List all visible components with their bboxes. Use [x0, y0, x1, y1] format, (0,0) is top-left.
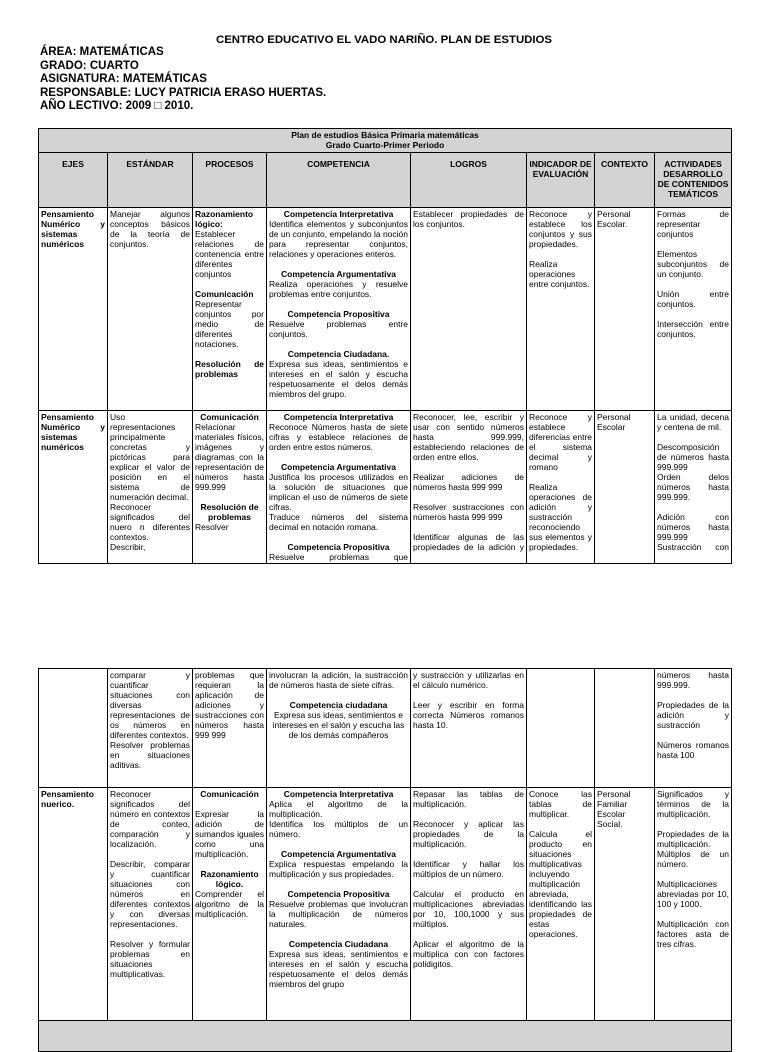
- document-title: CENTRO EDUCATIVO EL VADO NARIÑO. PLAN DE ESTUDIOS: [215, 34, 553, 46]
- column-header-estandar: ESTÁNDAR: [108, 153, 193, 207]
- column-header-procesos: PROCESOS: [193, 153, 267, 207]
- cell-procesos: [193, 788, 267, 1020]
- column-header-competencia: COMPETENCIA: [267, 153, 411, 207]
- cell-logros: [411, 411, 527, 563]
- indicador-text: Realiza operaciones de adición y sustracción reconociendo sus elementos y propiedades.: [529, 482, 592, 552]
- ejes-text: Pensamiento Numérico y sistemas numéricos: [41, 412, 105, 452]
- logros-text: Identificar y hallar los múltiplos de un número.: [413, 859, 524, 879]
- plan-table-first: [38, 128, 732, 564]
- procesos-heading: Resolución de problemas: [200, 502, 259, 522]
- competencia-text: Explica respuestas empelando la multiplicación y sus propiedades.: [269, 859, 408, 879]
- actividades-text: Propiedades de la adición y sustracción: [657, 700, 729, 730]
- column-header-indicador: INDICADOR DE EVALUACIÓN: [527, 153, 595, 207]
- table-row: [39, 788, 731, 1021]
- competencia-text: Resuelve problemas que: [269, 552, 408, 562]
- table-row: [39, 411, 731, 563]
- logros-text: Reconocer, lee, escribir y usar con sentido números hasta 999.999, estableciendo relaciones de orden entre ellos.: [413, 412, 524, 462]
- cell-competencia: [267, 208, 411, 410]
- table-row: [39, 669, 731, 788]
- actividades-text: Formas de representar conjuntos: [657, 209, 729, 239]
- cell-indicador: [527, 208, 595, 410]
- next-period-header-row: [39, 1021, 731, 1051]
- logros-text: Calcular el producto en multiplicaciones abreviadas por 10, 100,1000 y sus múltiplos.: [413, 889, 524, 929]
- procesos-text: Establecer relaciones de contenencia entre diferentes conjuntos: [195, 229, 264, 279]
- competencia-heading: Competencia Interpretativa: [283, 789, 394, 799]
- actividades-text: Descomposición de números hasta 999.999: [657, 442, 729, 472]
- competencia-text: Expresa sus ideas, sentimientos e intereses en el salón y escucha las de los demás compañeros: [272, 710, 405, 740]
- estandar-text: Reconocer significados del nuero n diferentes contextos.: [110, 502, 190, 542]
- actividades-text: Sustracción con: [657, 542, 729, 552]
- logros-text: Reconocer y aplicar las propiedades de la multiplicación.: [413, 819, 524, 849]
- procesos-text: Resolver: [195, 522, 229, 532]
- cell-ejes: [39, 411, 108, 563]
- competencia-text: Expresa sus ideas, sentimientos e intereses en el salón y escucha respetuosamente el delos demás miembros del grupo.: [269, 359, 408, 399]
- procesos-text: Relacionar materiales físicos, imágenes y diagramas con la representación de números hasta 999.999: [195, 422, 264, 492]
- actividades-text: Propiedades de la multiplicación. Múltiplos de un número.: [657, 829, 729, 869]
- cell-contexto: [595, 411, 655, 563]
- competencia-heading: Competencia Propositiva: [287, 542, 390, 552]
- procesos-heading: Razonamiento lógico.: [200, 869, 259, 889]
- estandar-text: Uso representaciones principalmente concretas y pictóricas para explicar el valor de posición en el sistema de numeración decimal.: [110, 412, 190, 502]
- estandar-text: Manejar algunos conceptos básicos de la teoría de conjuntos.: [110, 209, 190, 249]
- cell-estandar: [108, 411, 193, 563]
- cell-procesos: [193, 411, 267, 563]
- competencia-heading: Competencia Argumentativa: [281, 269, 396, 279]
- procesos-text: problemas que requieran la aplicación de adiciones y sustracciones con números hasta 999 999: [195, 670, 264, 740]
- cell-competencia: [267, 788, 411, 1020]
- competencia-heading: Competencia Argumentativa: [281, 849, 396, 859]
- column-header-contexto: CONTEXTO: [595, 153, 655, 207]
- column-header-ejes: EJES: [39, 153, 108, 207]
- ejes-text: Pensamiento Numérico y sistemas numéricos: [41, 209, 105, 249]
- actividades-text: Intersección entre conjuntos.: [657, 319, 729, 339]
- actividades-text: Multiplicaciones abreviadas por 10, 100 y 1000.: [657, 879, 729, 909]
- column-header-logros: LOGROS: [411, 153, 527, 207]
- estandar-text: comparar y cuantificar situaciones con diversas representaciones de os números en diferentes contextos.: [110, 670, 190, 740]
- asignatura-line: ASIGNATURA: MATEMÁTICAS: [40, 73, 207, 85]
- competencia-text: Realiza operaciones y resuelve problemas entre conjuntos.: [269, 279, 408, 299]
- competencia-heading: Competencia Propositiva: [287, 309, 390, 319]
- cell-competencia: [267, 411, 411, 563]
- document-meta: [40, 46, 326, 114]
- competencia-text: involucran la adición, la sustracción de números hasta de siete cifras.: [269, 670, 408, 690]
- competencia-text: Reconoce Números hasta de siete cifras y establece relaciones de orden entre estos números.: [269, 422, 408, 452]
- procesos-heading: Comunicación: [200, 412, 259, 422]
- procesos-heading: Comunicación: [195, 289, 254, 299]
- grado-line: GRADO: CUARTO: [40, 59, 139, 72]
- anio-lectivo-line: AÑO LECTIVO: 2009 □ 2010.: [40, 100, 194, 112]
- indicador-text: Reconoce y establece diferencias entre el sistema decimal y romano: [529, 412, 592, 472]
- cell-competencia: [267, 669, 411, 787]
- logros-text: Establecer propiedades de los conjuntos.: [413, 209, 524, 229]
- indicador-text: Realiza operaciones entre conjuntos.: [529, 259, 590, 289]
- actividades-text: Multiplicación con factores asta de tres cifras.: [657, 919, 729, 949]
- actividades-text: Adición con números hasta 999.999: [657, 512, 729, 542]
- estandar-text: Resolver y formular problemas en situaciones multiplicativas.: [110, 939, 190, 979]
- cell-ejes: [39, 788, 108, 1020]
- caption-line: Plan de estudios Básica Primaria matemáticas: [291, 130, 479, 140]
- competencia-text: Traduce números del sistema decimal en notación romana.: [269, 512, 408, 532]
- cell-estandar: [108, 788, 193, 1020]
- competencia-heading: Competencia Interpretativa: [283, 209, 394, 219]
- competencia-text: Expresa sus ideas, sentimientos e intereses en el salón y escucha respetuosamente el delos demás miembros del grupo: [269, 949, 408, 989]
- table-caption: [39, 129, 731, 153]
- estandar-text: Resolver problemas en situaciones aditivas.: [110, 740, 190, 770]
- actividades-text: Significados y términos de la multiplicación.: [657, 789, 729, 819]
- competencia-text: Justifica los procesos utilizados en la solución de situaciones que implican el uso de números de siete cifras.: [269, 472, 408, 512]
- actividades-text: Elementos subconjuntos de un conjunto.: [657, 249, 729, 279]
- cell-actividades: [655, 208, 731, 410]
- cell-estandar: [108, 669, 193, 787]
- logros-text: Realizar adiciones de números hasta 999 999: [413, 472, 524, 492]
- logros-text: Leer y escribir en forma correcta Números romanos hasta 10.: [413, 700, 524, 730]
- cell-contexto: [595, 669, 655, 787]
- competencia-heading: Competencia Interpretativa: [283, 412, 394, 422]
- table-row: [39, 208, 731, 411]
- actividades-text: Unión entre conjuntos.: [657, 289, 729, 309]
- procesos-text: Expresar la adición de sumandos iguales como una multiplicación.: [195, 809, 264, 859]
- cell-estandar: [108, 208, 193, 410]
- indicador-text: Conoce las tablas de multiplicar.: [529, 789, 592, 819]
- cell-contexto: [595, 788, 655, 1020]
- cell-ejes: [39, 208, 108, 410]
- competencia-text: Identifica los múltiplos de un número.: [269, 819, 408, 839]
- indicador-text: Calcula el producto en situaciones multiplicativas incluyendo multiplicación abreviada, identificando las propiedades de estas operaciones.: [529, 829, 592, 939]
- cell-logros: [411, 208, 527, 410]
- competencia-heading: Competencia Ciudadana: [288, 939, 389, 949]
- competencia-heading: Competencia Ciudadana.: [287, 349, 390, 359]
- cell-procesos: [193, 669, 267, 787]
- competencia-text: Identifica elementos y subconjuntos de un conjunto, empelando la noción para representar conjuntos, relaciones y operaciones enteros.: [269, 219, 408, 259]
- logros-text: y sustracción y utilizarlas en el cálculo numérico.: [413, 670, 524, 690]
- procesos-heading: Comunicación: [200, 789, 259, 799]
- cell-actividades: [655, 669, 731, 787]
- actividades-text: Números romanos hasta 100: [657, 740, 729, 760]
- competencia-text: Resuelve problemas que involucran la multiplicación de números naturales.: [269, 899, 408, 929]
- estandar-text: Reconocer significados del número en contextos de conteo, comparación y localización.: [110, 789, 190, 849]
- procesos-heading: Resolución de problemas: [195, 359, 264, 379]
- cell-indicador: [527, 788, 595, 1020]
- responsable-line: RESPONSABLE: LUCY PATRICIA ERASO HUERTAS.: [40, 86, 327, 99]
- cell-indicador: [527, 411, 595, 563]
- cell-procesos: [193, 208, 267, 410]
- estandar-text: Describir, comparar y cuantificar situaciones con números en diferentes contextos y con diversas representaciones.: [110, 859, 190, 929]
- actividades-text: números hasta 999.999.: [657, 670, 729, 690]
- actividades-text: Orden delos números hasta 999.999.: [657, 472, 729, 502]
- logros-text: Identificar algunas de las propiedades de la adición y: [413, 532, 524, 552]
- competencia-text: Aplica el algoritmo de la multiplicación.: [269, 799, 408, 819]
- competencia-heading: Competencia ciudadana: [289, 700, 388, 710]
- cell-contexto: [595, 208, 655, 410]
- contexto-text: Personal Familiar Escolar Social.: [597, 789, 631, 829]
- competencia-heading: Competencia Propositiva: [287, 889, 390, 899]
- plan-table-continued: [38, 668, 732, 1052]
- competencia-text: Resuelve problemas entre conjuntos.: [269, 319, 408, 339]
- logros-text: Resolver sustracciones con números hasta 999 999: [413, 502, 524, 522]
- indicador-text: Reconoce y establece los conjuntos y sus propiedades.: [529, 209, 592, 249]
- cell-logros: [411, 669, 527, 787]
- contexto-text: Personal Escolar.: [597, 209, 631, 229]
- cell-ejes: [39, 669, 108, 787]
- column-header-actividades: ACTIVIDADES DESARROLLO DE CONTENIDOS TEMÁTICOS: [657, 159, 729, 199]
- cell-logros: [411, 788, 527, 1020]
- procesos-text: Comprender el algoritmo de la multiplicación.: [195, 889, 264, 919]
- column-header-row: [39, 153, 731, 208]
- logros-text: Aplicar el algoritmo de la multiplica con con factores polidigitos.: [413, 939, 524, 969]
- cell-actividades: [655, 788, 731, 1020]
- procesos-text: Representar conjuntos por medio de diferentes notaciones.: [195, 299, 264, 349]
- area-line: ÁREA: MATEMÁTICAS: [40, 46, 164, 58]
- caption-line: Grado Cuarto-Primer Periodo: [325, 140, 445, 150]
- procesos-heading: Razonamiento lógico:: [195, 209, 254, 229]
- cell-indicador: [527, 669, 595, 787]
- ejes-text: Pensamiento nuerico.: [41, 789, 94, 809]
- estandar-text: Describir,: [110, 542, 146, 552]
- actividades-text: La unidad, decena y centena de mil.: [657, 412, 729, 432]
- logros-text: Repasar las tablas de multiplicación.: [413, 789, 524, 809]
- cell-actividades: [655, 411, 731, 563]
- contexto-text: Personal Escolar: [597, 412, 631, 432]
- competencia-heading: Competencia Argumentativa: [281, 462, 396, 472]
